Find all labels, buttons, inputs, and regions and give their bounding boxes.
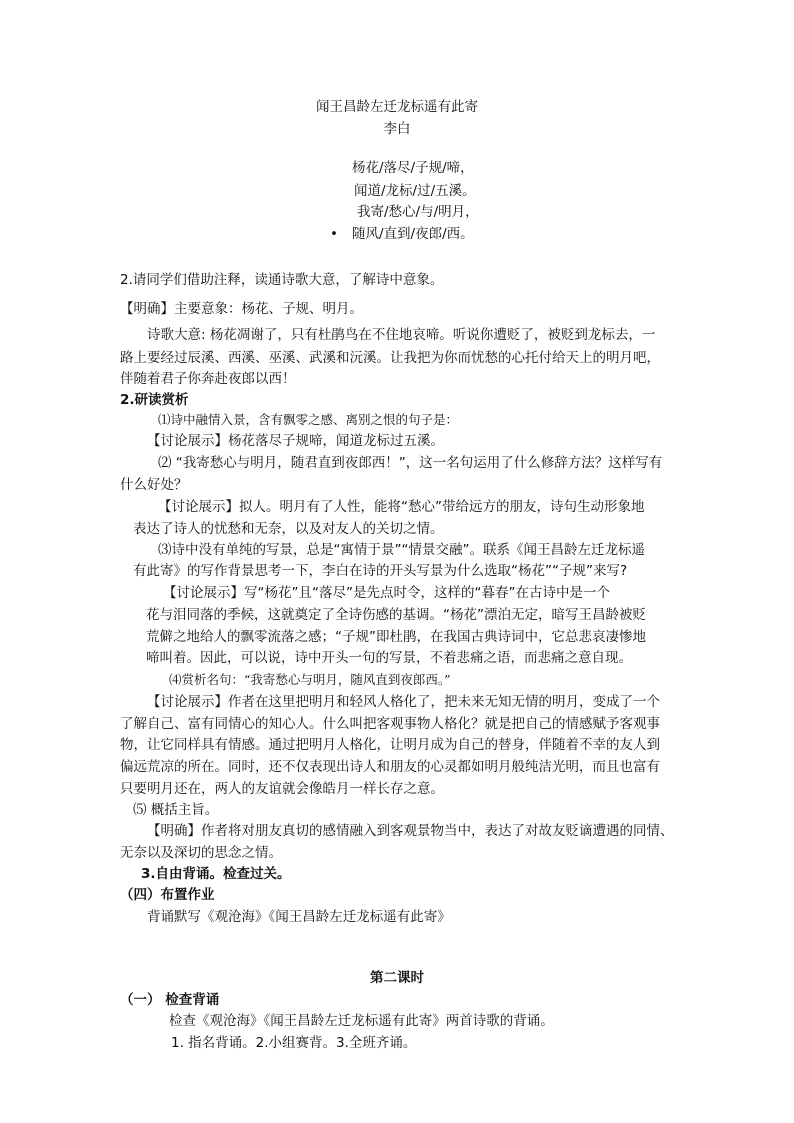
answer-5-line: 【明确】作者将对朋友真切的感情融入到客观景物当中，表达了对故友贬谪遭遇的同情、 [147, 823, 674, 839]
answer-4-line: 只要明月还在，两人的友谊就会像皓月一样长存之意。 [120, 781, 444, 797]
poem-meaning-line: 诗歌大意: 杨花凋谢了，只有杜鹃鸟在不住地哀啼。听说你遭贬了，被贬到龙标去，一 [147, 327, 656, 343]
answer-2-line: 【讨论展示】拟人。明月有了人性，能将“愁心”带给远方的朋友，诗句生动形象地 [158, 499, 645, 515]
question-3-line: 有此寄》的写作背景思考一下，李白在诗的开头写景为什么选取“杨花”“子规”来写? [133, 563, 628, 579]
answer-3-line: 花与泪同落的季候，这就奠定了全诗伤感的基调。“杨花”漂泊无定，暗写王昌龄被贬 [146, 607, 646, 623]
answer-3-line: 荒僻之地给人的飘零流落之感；“子规”即杜鹃，在我国古典诗词中，它总悲哀凄惨地 [146, 629, 646, 645]
answer-4-line: 偏远荒凉的所在。同时，还不仅表现出诗人和朋友的心灵都如明月般纯洁光明，而且也富有 [120, 759, 660, 775]
question-1: ⑴诗中融情入景，含有飘零之感、离别之恨的句子是： [158, 412, 459, 427]
answer-1: 【讨论展示】杨花落尽子规啼，闻道龙标过五溪。 [147, 433, 444, 449]
poem-line-2: 闻道/龙标/过/五溪。 [354, 183, 476, 199]
poem-meaning-line: 路上要经过辰溪、西溪、巫溪、武溪和沅溪。让我把为你而忧愁的心托付给天上的明月吧， [120, 350, 660, 366]
lesson-2-heading: （一） 检查背诵 [120, 992, 220, 1008]
bullet-icon: • [330, 226, 338, 242]
poem-title: 闻王昌龄左迁龙标遥有此寄 [316, 99, 478, 115]
homework-text: 背诵默写《观沧海》《闻王昌龄左迁龙标遥有此寄》 [147, 909, 451, 925]
question-2-line: 什么好处？ [120, 477, 188, 493]
lesson-2-text: 检查《观沧海》《闻王昌龄左迁龙标遥有此寄》两首诗歌的背诵。 [169, 1013, 554, 1029]
answer-4-line: 了解自己、富有同情心的知心人。什么叫把客观事物人格化？就是把自己的情感赋予客观事 [120, 716, 660, 732]
homework-heading: （四）布置作业 [120, 887, 215, 903]
question-5: ⑸ 概括主旨。 [133, 802, 219, 818]
answer-4-line: 【讨论展示】作者在这里把明月和轻风人格化了，把未来无知无情的明月，变成了一个 [147, 694, 660, 710]
answer-5-line: 无奈以及深切的思念之情。 [120, 845, 282, 861]
poem-line-3: 我寄/愁心/与/明月， [357, 204, 479, 220]
question-4: ⑷赏析名句：“我寄愁心与明月，随风直到夜郎西。” [169, 672, 451, 687]
question-2-line: ⑵ “我寄愁心与明月，随君直到夜郎西！”，这一名句运用了什么修辞方法？这样写有 [158, 455, 663, 471]
answer-3-line: 啼叫着。因此，可以说，诗中开头一句的写景，不着悲痛之语，而悲痛之意自现。 [146, 650, 632, 666]
poem-author: 李白 [383, 121, 411, 137]
poem-line-4: 随风/直到/夜郎/西。 [352, 226, 474, 242]
poem-line-1: 杨花/落尽/子规/啼， [352, 160, 474, 176]
lesson-2-title: 第二课时 [370, 970, 424, 986]
clarify-imagery: 【明确】主要意象：杨花、子规、明月。 [120, 301, 363, 317]
answer-4-line: 物，让它同样具有情感。通过把明月人格化，让明月成为自己的替身，伴随着不幸的友人到 [120, 737, 660, 753]
answer-2-line: 表达了诗人的忧愁和无奈，以及对友人的关切之情。 [133, 521, 444, 537]
question-3-line: ⑶诗中没有单纯的写景，总是“寓情于景”“情景交融”。联系《闻王昌龄左迁龙标遥 [158, 542, 645, 558]
answer-3-line: 【讨论展示】写“杨花”且“落尽”是先点时令，这样的“暮春”在古诗中是一个 [163, 585, 610, 601]
section-heading: 3.自由背诵。检查过关。 [141, 866, 291, 882]
poem-meaning-line: 伴随着君子你奔赴夜郎以西！ [120, 371, 296, 387]
lesson-2-steps: 1. 指名背诵。2.小组赛背。3.全班齐诵。 [171, 1035, 417, 1051]
section-heading: 2.研读赏析 [120, 392, 189, 408]
question-2: 2.请同学们借助注释，读通诗歌大意，了解诗中意象。 [120, 272, 444, 288]
